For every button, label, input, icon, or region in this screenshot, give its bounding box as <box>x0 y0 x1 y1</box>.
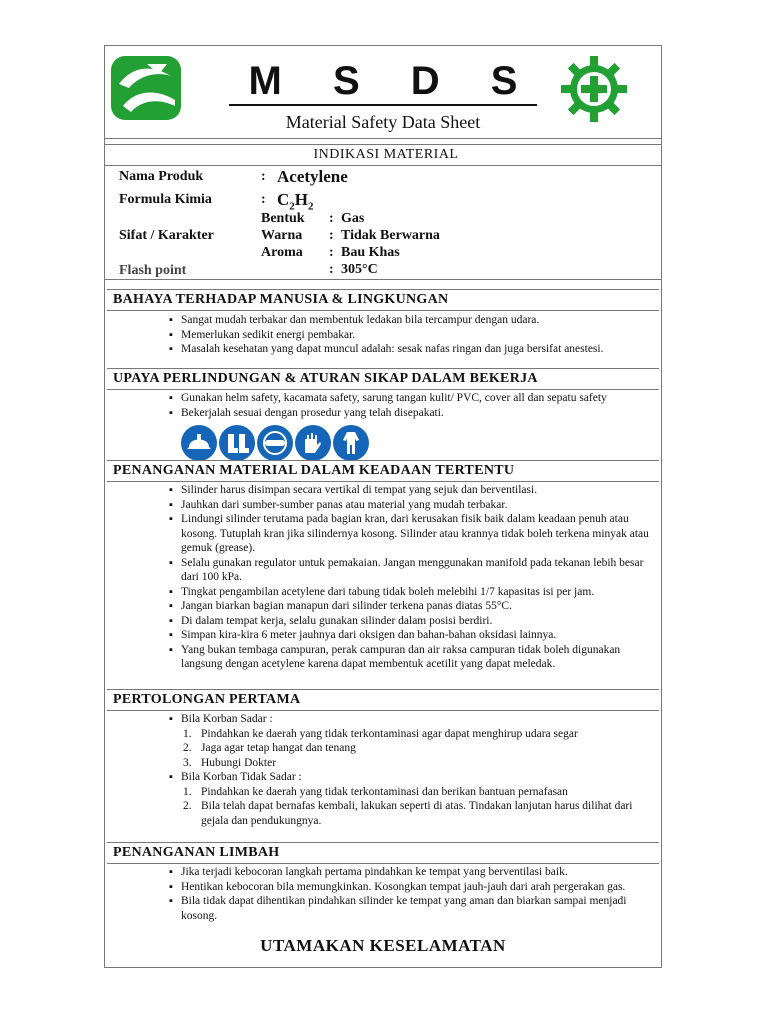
colon: : <box>329 228 334 243</box>
colon: : <box>261 169 266 184</box>
helmet-icon <box>181 425 217 461</box>
list-item: ▪ Masalah kesehatan yang dapat muncul adalah: sesak nafas ringan dan juga bersifat anestesi. <box>105 342 661 357</box>
pertolongan-heading: PERTOLONGAN PERTAMA <box>107 689 659 711</box>
list-item: 1. Pindahkan ke daerah yang tidak terkontaminasi agar dapat menghirup udara segar <box>183 727 578 740</box>
list-item: ▪ Yang bukan tembaga campuran, perak campuran dan air raksa campuran tidak boleh digunakan langsung dengan acetylene karena dapat membentuk acetilit yang dapat meledak. <box>105 643 661 672</box>
list-item: ▪ Gunakan helm safety, kacamata safety, sarung tangan kulit/ PVC, cover all dan sepatu safety <box>105 391 661 406</box>
colon: : <box>329 211 334 226</box>
goggles-icon <box>257 425 293 461</box>
list-item: ▪ Bila Korban Sadar : <box>105 712 661 727</box>
page-subtitle: Material Safety Data Sheet <box>285 112 481 132</box>
list-item: ▪ Bila Korban Tidak Sadar : <box>105 770 661 785</box>
upaya-list <box>105 391 661 420</box>
pertolongan-section <box>105 689 661 839</box>
list-item: ▪ Di dalam tempat kerja, selalu gunakan silinder dalam posisi berdiri. <box>105 614 661 629</box>
coverall-icon <box>333 425 369 461</box>
list-item: 3. Hubungi Dokter <box>183 756 277 769</box>
colon: : <box>329 262 334 277</box>
bahaya-list <box>105 313 661 357</box>
flash-label: Flash point <box>119 263 187 278</box>
limbah-section <box>105 842 661 932</box>
colon: : <box>329 245 334 260</box>
upaya-section <box>105 368 661 460</box>
k3-gear-cross-icon <box>559 54 629 124</box>
msds-sheet <box>104 45 662 968</box>
list-item: ▪ Silinder harus disimpan secara vertikal di tempat yang sejuk dan berventilasi. <box>105 483 661 498</box>
list-item: ▪ Selalu gunakan regulator untuk pemakaian. Jangan menggunakan manifold pada tekanan lebih besar dari 100 kPa. <box>105 556 661 585</box>
bahaya-heading: BAHAYA TERHADAP MANUSIA & LINGKUNGAN <box>107 289 659 311</box>
list-item: ▪ Bekerjalah sesuai dengan prosedur yang telah disepakati. <box>105 406 661 421</box>
bentuk-value: Gas <box>341 211 365 226</box>
list-item: 1. Pindahkan ke daerah yang tidak terkontaminasi dan berikan bantuan pernafasan <box>183 785 568 798</box>
aroma-value: Bau Khas <box>341 245 400 260</box>
aroma-label: Aroma <box>261 245 303 260</box>
colon: : <box>261 192 266 207</box>
list-item: 2. Bila telah dapat bernafas kembali, lakukan seperti di atas. Tindakan lanjutan harus dilihat dari gejala dan pendukungnya. <box>183 800 633 827</box>
list-item: ▪ Hentikan kebocoran bila memungkinkan. Kosongkan tempat jauh-jauh dari arah pergerakan gas. <box>105 880 661 895</box>
formula-label: Formula Kimia <box>119 192 212 207</box>
penanganan-list <box>105 483 661 672</box>
formula-value: $C_2H_2$ <box>277 190 314 213</box>
indikasi-heading: INDIKASI MATERIAL <box>105 145 661 166</box>
bahaya-section <box>105 289 661 361</box>
list-item: ▪ Tingkat pengambilan acetylene dari tabung tidak boleh melebihi 1/7 kapasitas isi per jam. <box>105 585 661 600</box>
warna-value: Tidak Berwarna <box>341 228 440 243</box>
gloves-icon <box>295 425 331 461</box>
sifat-label: Sifat / Karakter <box>119 228 214 243</box>
header <box>105 46 661 139</box>
flash-value: 305°C <box>341 262 378 277</box>
list-item: ▪ Bila tidak dapat dihentikan pindahkan silinder ke tempat yang aman dan biarkan sampai menjadi kosong. <box>105 894 661 923</box>
list-item: ▪ Memerlukan sedikit energi pembakar. <box>105 328 661 343</box>
list-item: ▪ Sangat mudah terbakar dan membentuk ledakan bila tercampur dengan udara. <box>105 313 661 328</box>
penanganan-section <box>105 460 661 682</box>
nama-label: Nama Produk <box>119 169 204 184</box>
penanganan-heading: PENANGANAN MATERIAL DALAM KEADAAN TERTENTU <box>107 460 659 482</box>
boots-icon <box>219 425 255 461</box>
page-title: M S D S <box>105 58 661 106</box>
limbah-heading: PENANGANAN LIMBAH <box>107 842 659 864</box>
pertolongan-list <box>105 712 661 828</box>
list-item: ▪ Jika terjadi kebocoran langkah pertama pindahkan ke tempat yang berventilasi baik. <box>105 865 661 880</box>
bentuk-label: Bentuk <box>261 211 305 226</box>
list-item: ▪ Jangan biarkan bagian manapun dari silinder terkena panas diatas 55°C. <box>105 599 661 614</box>
nama-value: Acetylene <box>277 167 348 186</box>
list-item: ▪ Jauhkan dari sumber-sumber panas atau material yang mudah terbakar. <box>105 498 661 513</box>
upaya-heading: UPAYA PERLINDUNGAN & ATURAN SIKAP DALAM BEKERJA <box>107 368 659 390</box>
list-item: 2. Jaga agar tetap hangat dan tenang <box>183 742 356 754</box>
list-item: ▪ Lindungi silinder terutama pada bagian kran, dari kerusakan fisik baik dalam keadaan penuh atau kosong. Tutuplah kran jika silindernya kosong. Silinder atau krannya tidak boleh terkena minyak atau gemuk (grease). <box>105 512 661 556</box>
footer-slogan: UTAMAKAN KESELAMATAN <box>260 936 506 955</box>
limbah-list <box>105 865 661 923</box>
list-item: ▪ Simpan kira-kira 6 meter jauhnya dari oksigen dan bahan-bahan oksidasi lainnya. <box>105 628 661 643</box>
indikasi-section <box>105 144 661 280</box>
warna-label: Warna <box>261 228 303 243</box>
